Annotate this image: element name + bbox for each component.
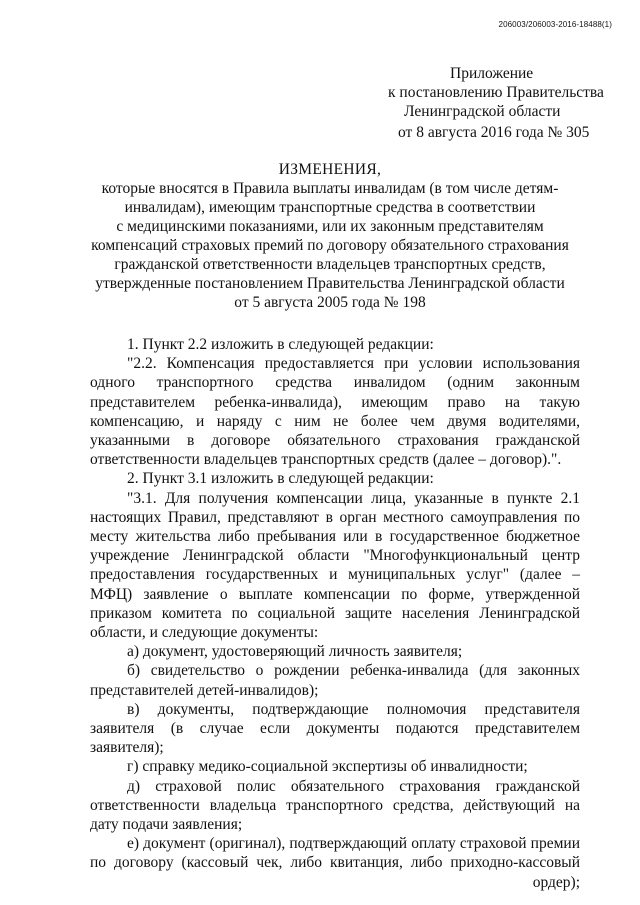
paragraph-3: 2. Пункт 3.1 изложить в следующей редакции:	[127, 470, 434, 488]
list-item-b: б) свидетельство о рождении ребенка-инвалида (для законных представителей детей-инвалидов);	[90, 662, 580, 699]
title-line: с медицинскими показаниями, или их законным представителям	[116, 218, 544, 235]
list-item-e: е) документ (оригинал), подтверждающий оплату страховой премии по договору (кассовый чек, либо квитанция, либо приходно-кассовый ордер);	[90, 835, 580, 891]
title-heading: ИЗМЕНЕНИЯ,	[278, 161, 382, 178]
title-line: гражданской ответственности владельцев транспортных средств,	[114, 256, 546, 273]
title-line: утвержденные постановлением Правительства Ленинградской области	[95, 275, 565, 292]
appendix-date: от 8 августа 2016 года № 305	[398, 124, 590, 141]
document-body	[90, 335, 580, 892]
title-line: от 5 августа 2005 года № 198	[234, 294, 426, 311]
list-item-v: в) документы, подтверждающие полномочия представителя заявителя (в случае если документы подаются представителем заявителя);	[90, 700, 580, 757]
paragraph-1: 1. Пункт 2.2 изложить в следующей редакции:	[127, 336, 434, 353]
title-line: инвалидам), имеющим транспортные средства в соответствии	[124, 199, 536, 216]
title-line: компенсаций страховых премий по договору обязательного страхования	[91, 237, 569, 254]
list-item-g: г) справку медико-социальной экспертизы об инвалидности;	[127, 758, 528, 776]
list-item-a: а) документ, удостоверяющий личность заявителя;	[127, 643, 463, 661]
document-id: 206003/206003-2016-18488(1)	[498, 20, 612, 29]
title-line: которые вносятся в Правила выплаты инвалидам (в том числе детям-	[101, 180, 559, 197]
paragraph-2: "2.2. Компенсация предоставляется при условии использования одного транспортного средства инвалидом (одним законным представителем ребенка-инвалида), имеющим право на такую компенсацию, и наряду с ним не более чем двумя водителями, указанными в договоре обязательного страхования гражданской ответственности владельцев транспортных средств (далее – договор).".	[90, 355, 580, 469]
appendix-label: Приложение	[450, 65, 534, 82]
appendix-block	[388, 64, 604, 142]
document-title	[80, 160, 580, 312]
paragraph-4: "3.1. Для получения компенсации лица, указанные в пункте 2.1 настоящих Правил, представляют в орган местного самоуправления по месту жительства либо пребывания или в государственное бюджетное учреждение Ленинградской области "Многофункциональный центр предоставления государственных и муниципальных услуг" (далее – МФЦ) заявление о выплате компенсации по форме, утвержденной приказом комитета по социальной защите населения Ленинградской области, и следующие документы:	[90, 489, 580, 642]
appendix-region: Ленинградской области	[404, 103, 561, 120]
appendix-resolution: к постановлению Правительства	[388, 84, 604, 101]
list-item-d: д) страховой полис обязательного страхования гражданской ответственности владельца транспортного средства, действующий на дату подачи заявления;	[90, 777, 580, 834]
